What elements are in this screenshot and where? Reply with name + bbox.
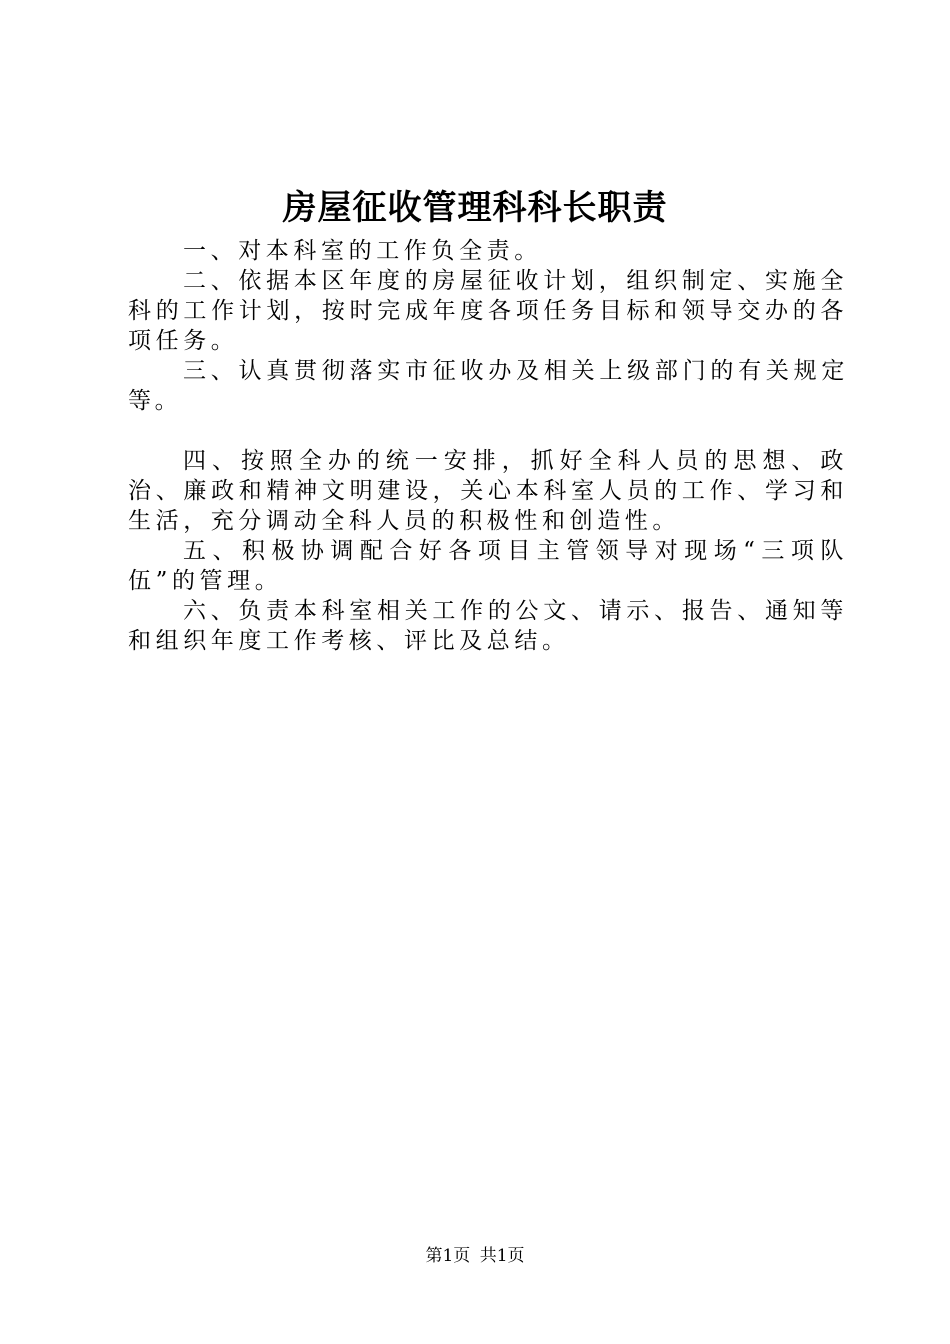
page-number-total: 共1页 xyxy=(479,1246,525,1266)
paragraph-4: 四、按照全办的统一安排，抓好全科人员的思想、政治、廉政和精神文明建设，关心本科室人员的工作、学习和生活，充分调动全科人员的积极性和创造性。 xyxy=(128,448,848,534)
paragraph-3: 三、认真贯彻落实市征收办及相关上级部门的有关规定等。 xyxy=(128,358,848,414)
page-number-current: 第1页 xyxy=(425,1246,471,1266)
document-title: 房屋征收管理科科长职责 xyxy=(282,188,668,228)
paragraph-6: 六、负责本科室相关工作的公文、请示、报告、通知等和组织年度工作考核、评比及总结。 xyxy=(128,598,848,654)
paragraph-spacer xyxy=(128,416,848,446)
paragraph-2: 二、依据本区年度的房屋征收计划，组织制定、实施全科的工作计划，按时完成年度各项任务目标和领导交办的各项任务。 xyxy=(128,268,848,354)
paragraph-5: 五、积极协调配合好各项目主管领导对现场“三项队伍”的管理。 xyxy=(128,538,848,594)
paragraph-1: 一、对本科室的工作负全责。 xyxy=(183,238,542,264)
page-footer xyxy=(0,1245,950,1267)
document-body xyxy=(128,236,848,656)
